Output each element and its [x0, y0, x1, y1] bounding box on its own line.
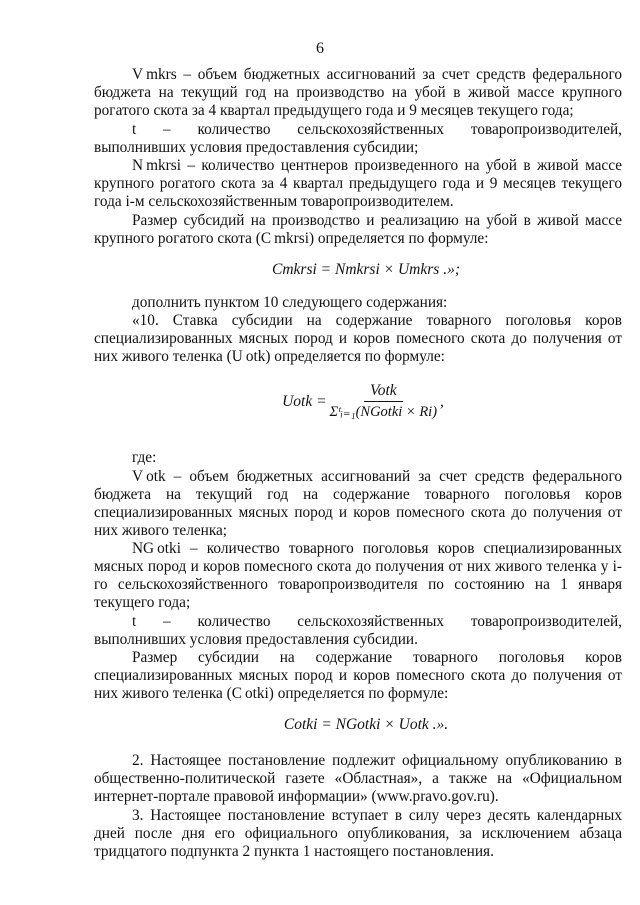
paragraph-amend-point-10: дополнить пунктом 10 следующего содержания:: [132, 293, 448, 311]
formula-uotk-denominator: Σᵗᵢ₌₁(NGotki × Ri): [329, 404, 438, 420]
paragraph-subsidy-size-2: Размер субсидии на содержание товарного поголовья коров специализированных мясных пород и коров помесного скота до получения от них живого теленка (С otki) определяется по формуле:: [94, 649, 622, 702]
formula-uotk-tail: ,: [440, 392, 444, 410]
paragraph-ngotki: NG otki – количество товарного поголовья коров специализированных мясных пород и коров помесного скота до получения от них живого теленка у i-го сельскохозяйственного товаропроизводителя по состоянию на 1 января текущего года;: [94, 540, 622, 611]
formula-uotk-fraction: [330, 382, 438, 421]
paragraph-votk: V otk – объем бюджетных ассигнований за счет средств федерального бюджета на текущий год на содержание товарного поголовья коров специализированных мясных пород и коров помесного скота до получения от них живого теленка;: [94, 467, 622, 539]
formula-cmkrsi: Cmkrsi = Nmkrsi × Umkrs .»;: [272, 260, 460, 278]
paragraph-publication: 2. Настоящее постановление подлежит официальному опубликованию в общественно-политической газете «Областная», а также на «Официальном интернет-портале правовой информации» (www.pravo.gov.ru).: [94, 752, 622, 805]
paragraph-nmkrsi: N mkrsi – количество центнеров произведенного на убой в живой массе крупного рогатого скота за 4 квартал предыдущего года и 9 месяцев текущего года i-м сельскохозяйственным товаропроизводителем.: [94, 157, 622, 210]
paragraph-subsidy-size: Размер субсидий на производство и реализацию на убой в живой массе крупного рогатого скота (С mkrsi) определяется по формуле:: [94, 211, 622, 247]
page-number: 6: [316, 40, 324, 57]
paragraph-point-10: «10. Ставка субсидии на содержание товарного поголовья коров специализированных мясных пород и коров помесного скота до получения от них живого теленка (U otk) определяется по формуле:: [94, 312, 622, 365]
formula-uotk-numerator: Votk: [364, 382, 403, 402]
formula-uotk-lhs: Uotk =: [282, 392, 327, 410]
paragraph-t-definition-2: t – количество сельскохозяйственных товаропроизводителей, выполнивших условия предоставления субсидии.: [94, 612, 622, 648]
paragraph-entry-into-force: 3. Настоящее постановление вступает в силу через десять календарных дней после дня его официального опубликования, за исключением абзаца тридцатого подпункта 2 пункта 1 настоящего постановления.: [94, 806, 622, 860]
paragraph-where: где:: [132, 449, 157, 466]
paragraph-t-definition: t – количество сельскохозяйственных товаропроизводителей, выполнивших условия предоставления субсидии;: [94, 120, 622, 156]
document-body: [94, 66, 622, 861]
formula-cotki: Cotki = NGotki × Uotk .».: [283, 716, 449, 733]
formula-uotk: [94, 382, 622, 421]
paragraph-vmkrs: V mkrs – объем бюджетных ассигнований за счет средств федерального бюджета на текущий год на производство на убой в живой массе крупного рогатого скота за 4 квартал предыдущего года и 9 месяцев текущего года;: [94, 66, 622, 119]
